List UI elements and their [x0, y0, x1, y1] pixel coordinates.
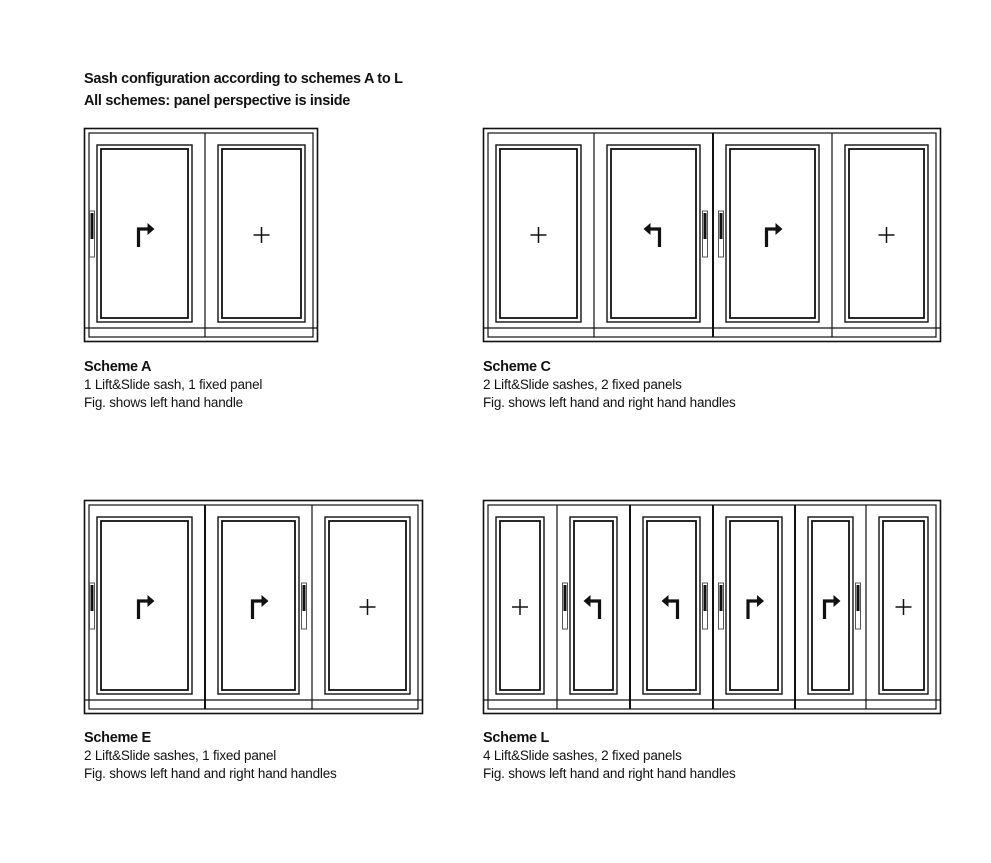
glass-frame-outer	[808, 517, 853, 694]
sliding-sash-panel	[795, 505, 866, 709]
scheme-a-handle-note: Fig. shows left hand handle	[84, 395, 243, 410]
fixed-plus-icon	[896, 599, 912, 615]
lift-slide-handle-icon	[704, 585, 707, 611]
scheme-a-description: 1 Lift&Slide sash, 1 fixed panel	[84, 377, 263, 392]
glass-frame-outer	[570, 517, 617, 694]
arrow-right-icon	[748, 601, 758, 619]
sliding-sash-panel	[630, 505, 713, 709]
scheme-c-description: 2 Lift&Slide sashes, 2 fixed panels	[483, 377, 682, 392]
scheme-l-handle-note: Fig. shows left hand and right hand handles	[483, 766, 736, 781]
sliding-sash-panel	[557, 505, 630, 709]
glass-frame-inner	[647, 521, 696, 690]
arrow-left-icon	[590, 601, 600, 619]
sliding-sash-panel	[713, 505, 795, 709]
header-subtitle: All schemes: panel perspective is inside	[84, 93, 351, 109]
scheme-e-handle-note: Fig. shows left hand and right hand handles	[84, 766, 337, 781]
glass-frame-inner	[574, 521, 613, 690]
fixed-panel	[866, 505, 941, 709]
glass-frame-outer	[726, 517, 782, 694]
arrow-head-icon	[584, 595, 591, 607]
arrow-head-icon	[662, 595, 669, 607]
lift-slide-handle-icon	[857, 585, 860, 611]
scheme-e-description: 2 Lift&Slide sashes, 1 fixed panel	[84, 748, 277, 763]
arrow-left-icon	[668, 601, 678, 619]
scheme-a-title: Scheme A	[84, 359, 152, 375]
glass-frame-outer	[643, 517, 700, 694]
arrow-head-icon	[834, 595, 841, 607]
scheme-c-title: Scheme C	[483, 359, 551, 375]
lift-slide-handle-icon	[720, 585, 723, 611]
header-title: Sash configuration according to schemes A to L	[84, 71, 403, 87]
fixed-plus-icon	[512, 599, 528, 615]
scheme-c-handle-note: Fig. shows left hand and right hand handles	[483, 395, 736, 410]
scheme-l-title: Scheme L	[483, 730, 550, 746]
fixed-panel	[483, 517, 557, 700]
scheme-e-title: Scheme E	[84, 730, 151, 746]
arrow-right-icon	[825, 601, 835, 619]
glass-frame-inner	[812, 521, 849, 690]
lift-slide-handle-icon	[564, 585, 567, 611]
glass-frame-inner	[730, 521, 778, 690]
scheme-l-caption	[483, 729, 903, 783]
arrow-head-icon	[757, 595, 764, 607]
scheme-l-description: 4 Lift&Slide sashes, 2 fixed panels	[483, 748, 682, 763]
